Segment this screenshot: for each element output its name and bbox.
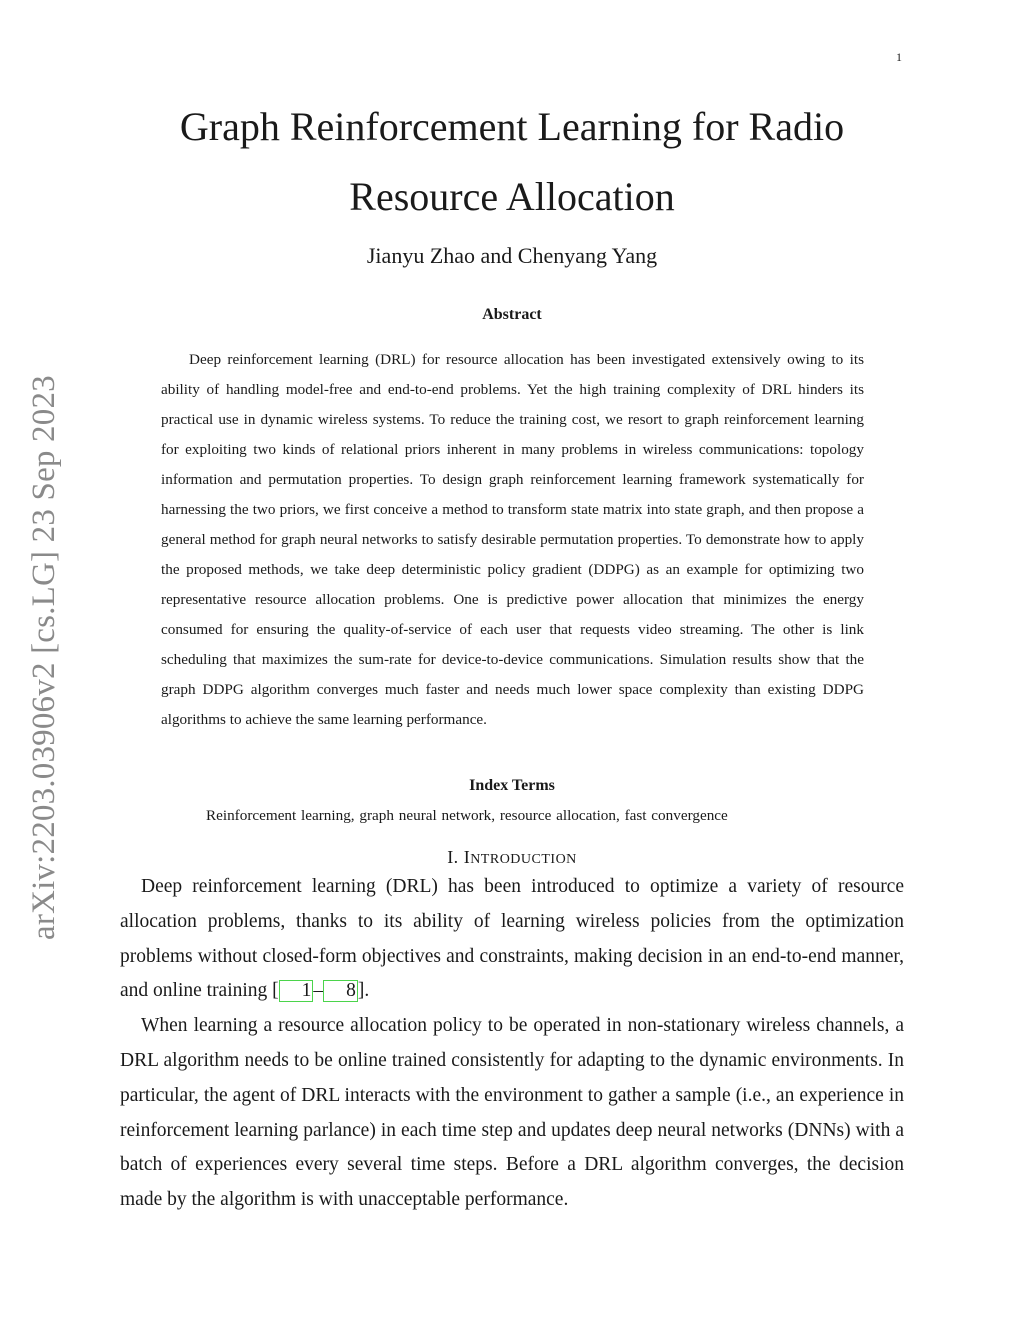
citation-link-1[interactable]: 1 bbox=[279, 980, 314, 1002]
paper-authors: Jianyu Zhao and Chenyang Yang bbox=[366, 243, 658, 268]
abstract-heading: Abstract bbox=[482, 306, 542, 323]
intro-paragraph-1-end: ]. bbox=[357, 980, 370, 1002]
index-terms-heading: Index Terms bbox=[469, 777, 555, 794]
section-title-rest: NTRODUCTION bbox=[470, 852, 577, 867]
paper-title: Graph Reinforcement Learning for Radio Resource Allocation bbox=[179, 104, 845, 219]
intro-paragraph-1 bbox=[120, 870, 904, 1009]
intro-paragraph-2: When learning a resource allocation policy to be operated in non-stationary wireless channels, a DRL algorithm needs to be online trained consistently for adapting to the dynamic environments. In particular, the agent of DRL interacts with the environment to gather a sample (i.e., an experience in reinforcement learning parlance) in each time step and updates deep neural networks (DNNs) with a batch of experiences every several time steps. Before a DRL algorithm converges, the decision made by the algorithm is with unacceptable performance. bbox=[120, 1015, 904, 1211]
introduction-body bbox=[120, 870, 904, 1218]
arxiv-identifier: arXiv:2203.03906v2 [cs.LG] 23 Sep 2023 bbox=[26, 375, 62, 940]
citation-link-8[interactable]: 8 bbox=[323, 980, 358, 1002]
intro-paragraph-1-text: Deep reinforcement learning (DRL) has been introduced to optimize a variety of resource allocation problems, thanks to its ability of learning wireless policies from the optimization problems without closed-form objectives and constraints, making decision in an end-to-end manner, and online training [ bbox=[120, 876, 904, 1002]
section-title bbox=[464, 847, 577, 867]
index-terms-text: Reinforcement learning, graph neural network, resource allocation, fast convergence bbox=[206, 807, 728, 824]
section-number: I. bbox=[447, 847, 459, 867]
abstract-text: Deep reinforcement learning (DRL) for resource allocation has been investigated extensively owing to its ability of handling model-free and end-to-end problems. Yet the high training complexity of DRL hinders its practical use in dynamic wireless systems. To reduce the training cost, we resort to graph reinforcement learning for exploiting two kinds of relational priors inherent in many problems in wireless communications: topology information and permutation properties. To design graph reinforcement learning framework systematically for harnessing the two priors, we first conceive a method to transform state matrix into state graph, and then propose a general method for graph neural networks to satisfy desirable permutation properties. To demonstrate how to apply the proposed methods, we take deep deterministic policy gradient (DDPG) as an example for optimizing two representative resource allocation problems. One is predictive power allocation that minimizes the energy consumed for ensuring the quality-of-service of each user that requests video streaming. The other is link scheduling that maximizes the sum-rate for device-to-device communications. Simulation results show that the graph DDPG algorithm converges much faster and needs much lower space complexity than existing DDPG algorithms to achieve the same learning performance. bbox=[161, 351, 864, 728]
page-number: 1 bbox=[896, 50, 902, 64]
citation-separator: – bbox=[313, 980, 324, 1002]
section-title-initial: I bbox=[463, 847, 471, 867]
